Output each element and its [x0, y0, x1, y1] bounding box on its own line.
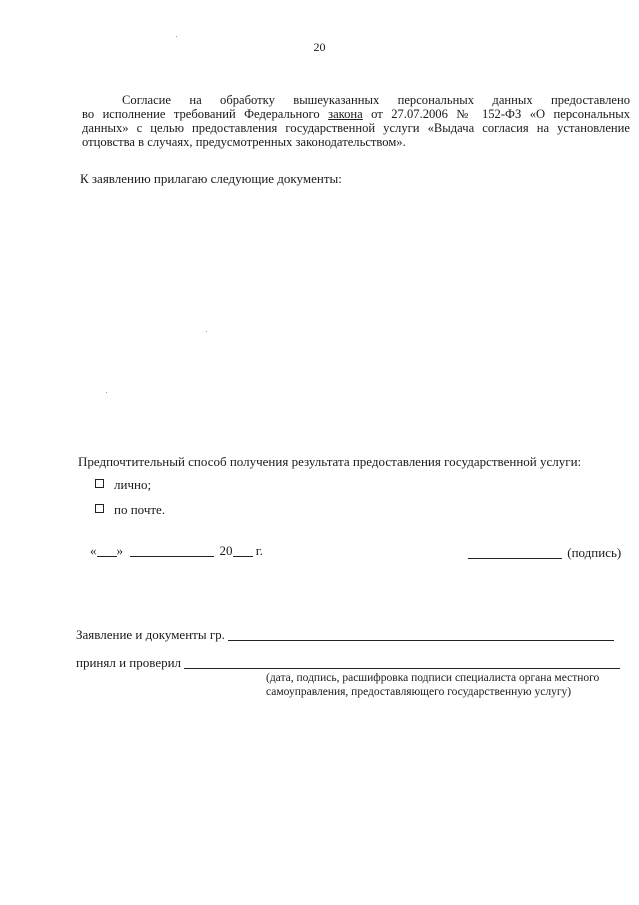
option-in-person[interactable] — [95, 477, 151, 493]
consent-line-4: отцовства в случаях, предусмотренных законодательством». — [82, 135, 406, 149]
result-method-title: Предпочтительный способ получения результата предоставления государственной услуги: — [78, 454, 582, 469]
year-prefix: 20 — [219, 543, 233, 558]
accepted-by-label: принял и проверил — [76, 655, 182, 670]
option-in-person-label: лично; — [114, 477, 152, 492]
day-blank[interactable] — [97, 544, 117, 557]
applicant-name-blank[interactable] — [228, 640, 614, 641]
option-by-mail[interactable] — [95, 502, 165, 518]
signature-blank[interactable] — [468, 546, 562, 559]
consent-line-2 — [82, 107, 630, 121]
checkbox-in-person[interactable] — [95, 479, 104, 488]
signature-label: (подпись) — [567, 545, 622, 560]
specialist-note — [266, 671, 599, 699]
year-blank[interactable] — [233, 544, 253, 557]
date-close-quote: » — [116, 543, 123, 558]
scan-speck — [106, 392, 107, 393]
consent-paragraph — [82, 93, 630, 149]
scan-speck — [176, 36, 177, 37]
consent-line-2-start: во исполнение требований Федерального — [82, 107, 329, 121]
option-by-mail-label: по почте. — [114, 502, 166, 517]
date-line — [90, 543, 263, 559]
page-number: 20 — [313, 40, 326, 54]
consent-line-2-end: от 27.07.2006 № 152-ФЗ «О персональных — [362, 107, 630, 121]
checkbox-by-mail[interactable] — [95, 504, 104, 513]
specialist-note-line-1: (дата, подпись, расшифровка подписи специалиста органа местного — [266, 672, 600, 684]
specialist-note-line-2: самоуправления, предоставляющего государственную услугу) — [266, 686, 572, 698]
law-link[interactable]: закона — [328, 107, 363, 121]
date-open-quote: « — [90, 543, 97, 558]
year-suffix: г. — [255, 543, 263, 558]
specialist-blank[interactable] — [184, 668, 620, 669]
attachments-label: К заявлению прилагаю следующие документы: — [80, 171, 342, 186]
received-from-label: Заявление и документы гр. — [76, 627, 225, 642]
signature-line — [468, 545, 621, 561]
consent-line-1: Согласие на обработку вышеуказанных персональных данных предоставлено — [122, 93, 630, 107]
scan-speck — [206, 331, 207, 332]
consent-line-3: данных» с целью предоставления государственной услуги «Выдача согласия на установление — [82, 121, 630, 135]
month-blank[interactable] — [130, 544, 214, 557]
